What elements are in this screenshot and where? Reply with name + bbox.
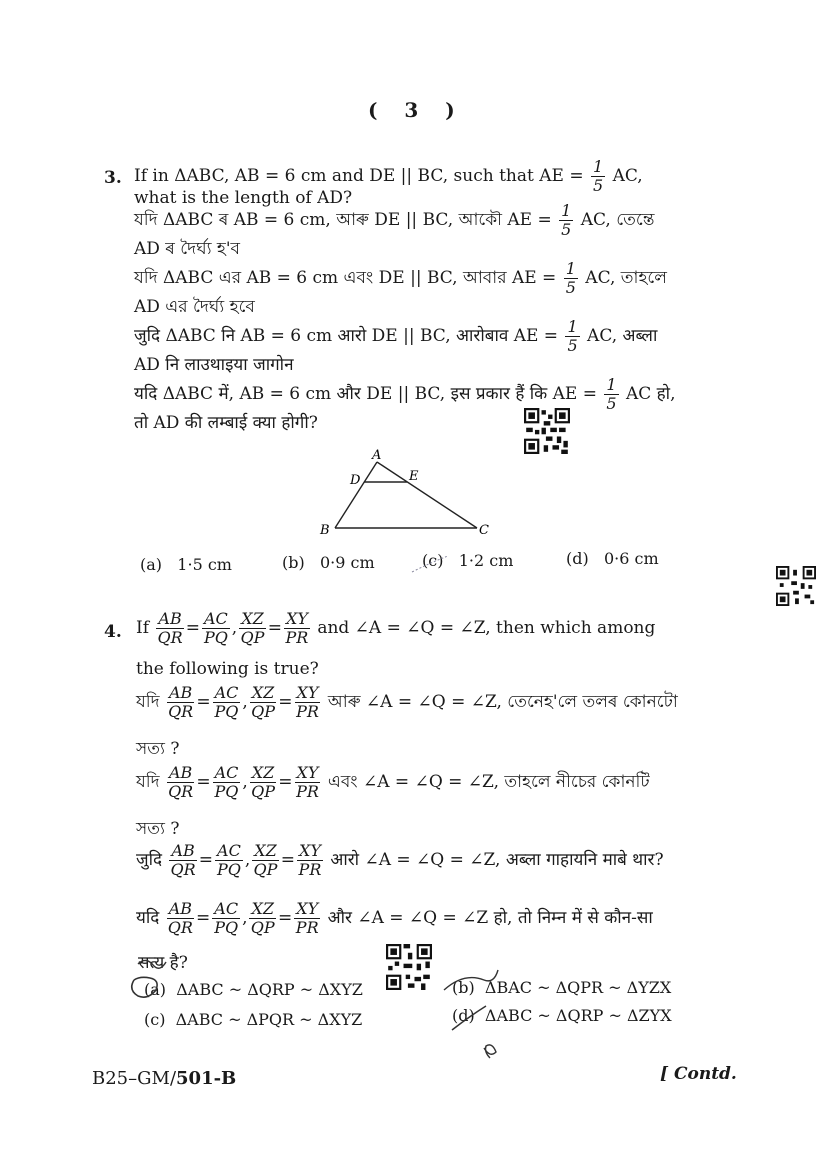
q4-fraction-xy-pr: $\frac{XY}{PR}$ — [296, 683, 319, 721]
q3-frac-num: 1 — [593, 157, 604, 176]
vertex-label-b: B — [320, 523, 330, 538]
q4-hindi-line2: सत्य है? — [138, 953, 188, 973]
q3-frac-num: 1 — [567, 317, 578, 336]
q4-english-pre: If — [136, 618, 150, 638]
q4-fraction-ab-qr: $\frac{AB}{QR}$ — [168, 763, 194, 801]
q4-fraction-ab-qr: $\frac{AB}{QR}$ — [168, 683, 194, 721]
q3-hindi-text-a: यदि ΔABC में, AB = 6 cm और DE || BC, इस प्रकार हैं कि AE = — [134, 384, 597, 404]
q4-hindi-line1: यदि $\frac{AB}{QR}$ = $\frac{AC}{PQ}$ , $\frac{XZ}{QP}$ = $\frac{XY}{PR}$ और ∠A = ∠Q = ∠Z हो, तो निम्न में से कौन-सा — [136, 899, 653, 937]
q3-option-c: (c) 1·2 cm — [422, 551, 514, 570]
q3-bodo-line2: AD नि लाउथाइया जागोन — [134, 355, 294, 375]
vertex-label-c: C — [479, 523, 489, 538]
page-number: ( 3 ) — [368, 98, 465, 122]
q3-assamese-text-b: AC, তেন্তে — [580, 210, 655, 230]
q3-frac-num: 1 — [565, 259, 576, 278]
q4-fraction-ac-pq: $\frac{AC}{PQ}$ — [203, 609, 228, 647]
q3-bengali-line2: AD এর দৈর্ঘ্য হবে — [134, 297, 255, 317]
q4-bengali-post: এবং ∠A = ∠Q = ∠Z, তাহলে নীচের কোনটি — [327, 772, 650, 792]
q4-english-line1: If $\frac{AB}{QR}$ = $\frac{AC}{PQ}$ , $\frac{XZ}{QP}$ = $\frac{XY}{PR}$ and ∠A = ∠Q = ∠Z, then which among — [136, 609, 656, 647]
q4-fraction-ab-qr: $\frac{AB}{QR}$ — [170, 841, 196, 879]
q4-fraction-ab-qr: $\frac{AB}{QR}$ — [157, 609, 183, 647]
q4-fraction-xz-qp: $\frac{XZ}{QP}$ — [253, 841, 278, 879]
question-4-number: 4. — [104, 622, 122, 642]
continued-label: [ Contd. — [660, 1064, 737, 1084]
q3-frac-den: 5 — [565, 278, 576, 297]
q3-bodo-text-a: जुदि ΔABC नि AB = 6 cm आरो DE || BC, आरोबाव AE = — [134, 326, 559, 346]
q4-assamese-line2: সত্য ? — [136, 739, 180, 759]
q3-frac-den: 5 — [606, 394, 617, 413]
q4-fraction-xz-qp: $\frac{XZ}{QP}$ — [250, 899, 275, 937]
q3-bengali-text-a: যদি ΔABC এর AB = 6 cm এবং DE || BC, আবার AE = — [134, 268, 557, 288]
q4-fraction-ac-pq: $\frac{AC}{PQ}$ — [214, 683, 239, 721]
q4-fraction-xy-pr: $\frac{XY}{PR}$ — [296, 763, 319, 801]
q3-hindi-line2: तो AD की लम्बाई क्या होगी? — [134, 413, 318, 433]
q4-assamese-pre: যদি — [136, 692, 160, 712]
q4-fraction-xz-qp: $\frac{XZ}{QP}$ — [251, 683, 275, 721]
q3-frac-den: 5 — [593, 176, 604, 195]
q3-frac-num: 1 — [561, 201, 572, 220]
q3-frac-num: 1 — [606, 375, 617, 394]
q3-english-text-a: If in ΔABC, AB = 6 cm and DE || BC, such that AE = — [134, 166, 584, 186]
q4-bodo-pre: जुदि — [136, 850, 163, 870]
q4-hindi-pre: यदि — [136, 908, 160, 928]
q4-bengali-line2: সত্য ? — [136, 819, 180, 839]
q3-option-b: (b) 0·9 cm — [282, 553, 375, 572]
vertex-label-a: A — [372, 448, 382, 463]
q3-english-line2: what is the length of AD? — [134, 188, 353, 208]
q3-option-d: (d) 0·6 cm — [566, 549, 659, 568]
q3-frac-den: 5 — [561, 220, 572, 239]
q4-bodo-post: आरो ∠A = ∠Q = ∠Z, अब्ला गाहायनि माबे थार? — [330, 850, 664, 870]
q3-english-text-b: AC, — [612, 166, 643, 186]
q4-bengali-pre: যদি — [136, 772, 160, 792]
q3-option-a: (a) 1·5 cm — [140, 555, 232, 574]
vertex-label-e: E — [409, 469, 419, 484]
q4-option-a: (a) ΔABC ~ ΔQRP ~ ΔXYZ — [144, 980, 363, 999]
q4-bengali-line1: যদি $\frac{AB}{QR}$ = $\frac{AC}{PQ}$ , $\frac{XZ}{QP}$ = $\frac{XY}{PR}$ এবং ∠A = ∠Q = ∠Z, তাহলে নীচের কোনটি — [136, 763, 650, 801]
q4-fraction-ab-qr: $\frac{AB}{QR}$ — [167, 899, 193, 937]
q3-assamese-line2: AD ৰ দৈৰ্ঘ্য হ'ব — [134, 239, 240, 259]
q4-option-d: (d) ΔABC ~ ΔQRP ~ ΔZYX — [452, 1006, 672, 1025]
paper-code: B25–GM/501-B — [92, 1068, 237, 1089]
q3-frac-den: 5 — [567, 336, 578, 355]
q4-bodo-line1: जुदि $\frac{AB}{QR}$ = $\frac{AC}{PQ}$ , $\frac{XZ}{QP}$ = $\frac{XY}{PR}$ आरो ∠A = ∠Q = ∠Z, अब्ला गाहायनि माबे थार? — [136, 841, 664, 879]
q3-hindi-text-b: AC हो, — [625, 384, 676, 404]
q4-fraction-xy-pr: $\frac{XY}{PR}$ — [298, 841, 322, 879]
q4-fraction-xy-pr: $\frac{XY}{PR}$ — [285, 609, 309, 647]
q4-english-line2: the following is true? — [136, 659, 319, 679]
q4-fraction-xz-qp: $\frac{XZ}{QP}$ — [251, 763, 275, 801]
q4-fraction-ac-pq: $\frac{AC}{PQ}$ — [214, 899, 239, 937]
q3-bodo-text-b: AC, अब्ला — [587, 326, 658, 346]
q4-option-b: (b) ΔBAC ~ ΔQPR ~ ΔYZX — [452, 978, 672, 997]
q4-english-post: and ∠A = ∠Q = ∠Z, then which among — [317, 618, 656, 638]
question-3-number: 3. — [104, 168, 122, 188]
q4-fraction-xy-pr: $\frac{XY}{PR}$ — [295, 899, 319, 937]
q3-bengali-text-b: AC, তাহলে — [585, 268, 667, 288]
q4-fraction-xz-qp: $\frac{XZ}{QP}$ — [240, 609, 265, 647]
q4-fraction-ac-pq: $\frac{AC}{PQ}$ — [216, 841, 241, 879]
q4-option-c: (c) ΔABC ~ ΔPQR ~ ΔXYZ — [144, 1010, 363, 1029]
q4-assamese-post: আৰু ∠A = ∠Q = ∠Z, তেনেহ'লে তলৰ কোনটো — [327, 692, 678, 712]
q4-fraction-ac-pq: $\frac{AC}{PQ}$ — [214, 763, 239, 801]
vertex-label-d: D — [350, 473, 361, 488]
q4-assamese-line1: যদি $\frac{AB}{QR}$ = $\frac{AC}{PQ}$ , $\frac{XZ}{QP}$ = $\frac{XY}{PR}$ আৰু ∠A = ∠Q = ∠Z, তেনেহ'লে তলৰ কোনটো — [136, 683, 678, 721]
q4-hindi-post: और ∠A = ∠Q = ∠Z हो, तो निम्न में से कौन-सा — [327, 908, 653, 928]
q3-assamese-text-a: যদি ΔABC ৰ AB = 6 cm, আৰু DE || BC, আকৌ AE = — [134, 210, 552, 230]
